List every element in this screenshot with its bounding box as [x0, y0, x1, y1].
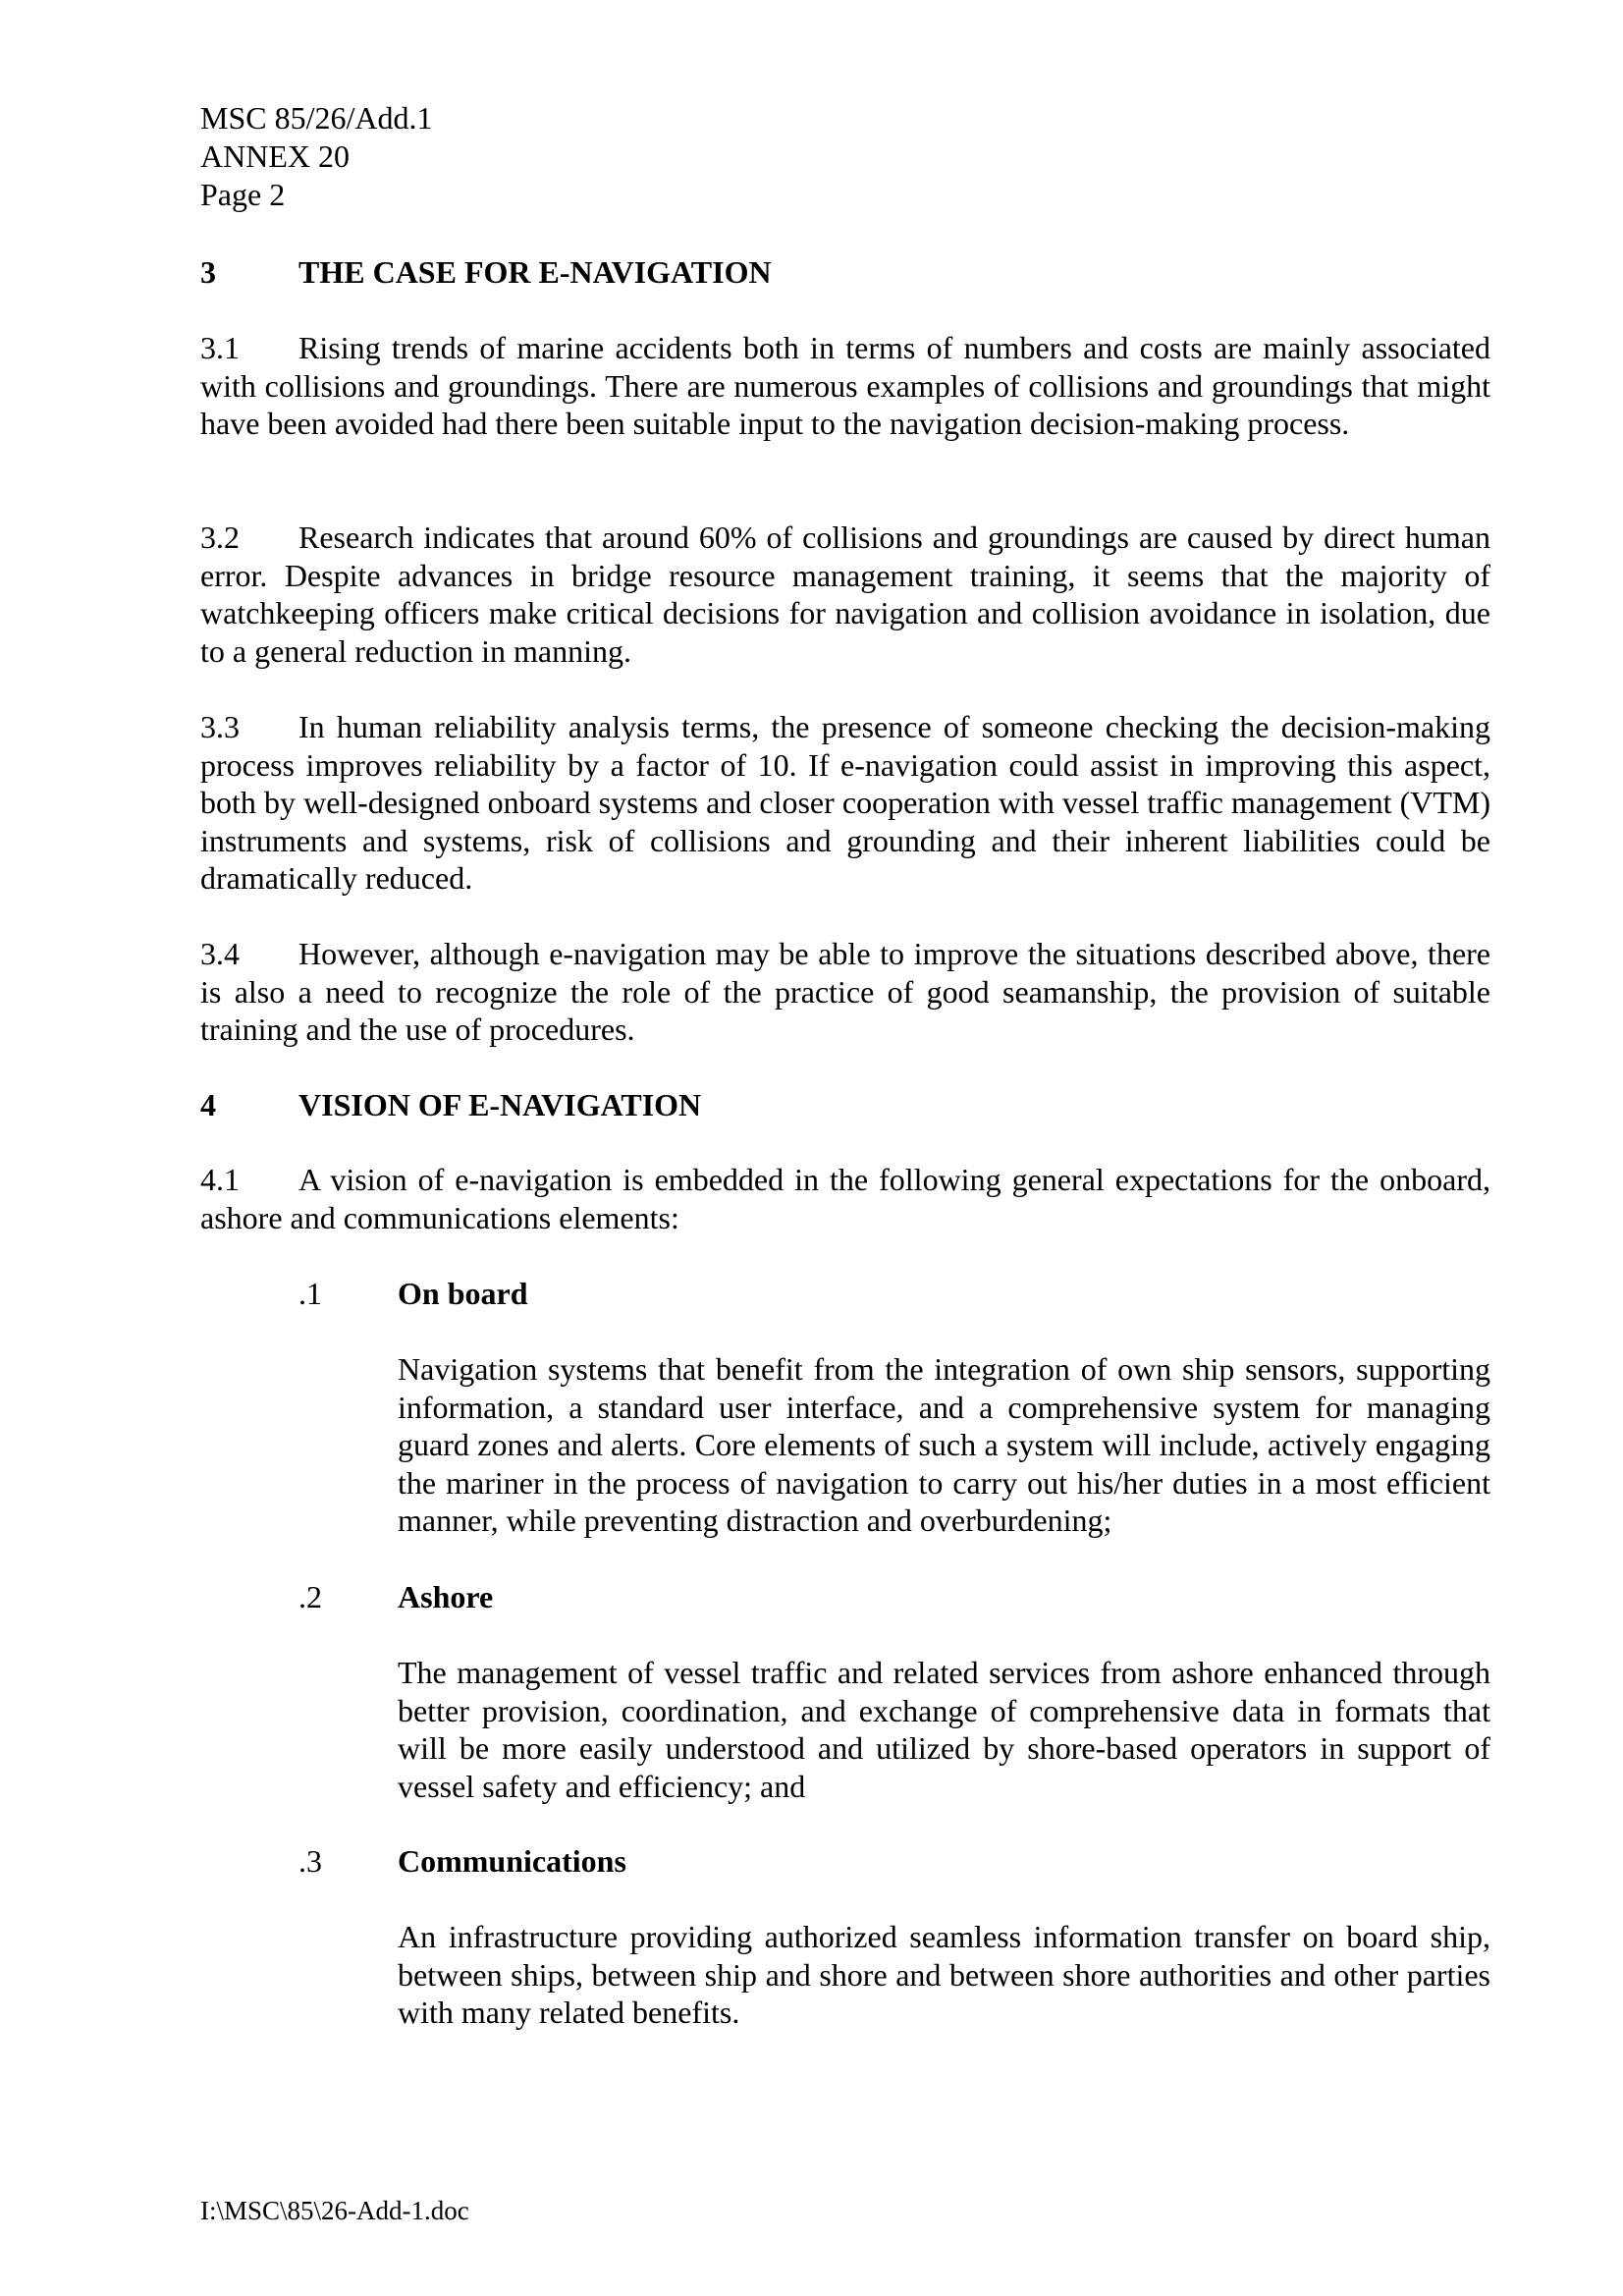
section-4-number: 4 — [200, 1087, 216, 1122]
paragraph-4-1-number: 4.1 — [200, 1162, 240, 1197]
paragraph-3-2-text: Research indicates that around 60% of collisions and groundings are caused by direct human error. Despite advances in bridge resource management training, it seems that the majority of watchkeeping officers make critical decisions for navigation and collision avoidance in isolation, due to a general reduction in manning. — [200, 519, 1490, 669]
paragraph-4-1 — [200, 1161, 1490, 1236]
item-on-board-number: .1 — [298, 1276, 322, 1311]
paragraph-3-4-text: However, although e-navigation may be able to improve the situations described above, there is also a need to recognize the role of the practice of good seamanship, the provision of suitable training and the use of procedures. — [200, 936, 1490, 1048]
paragraph-3-1-text: Rising trends of marine accidents both in terms of numbers and costs are mainly associated with collisions and groundings. There are numerous examples of collisions and groundings that might have been avoided had there been suitable input to the navigation decision-making process. — [200, 330, 1490, 442]
section-3-heading — [200, 253, 1490, 291]
paragraph-3-4-number: 3.4 — [200, 936, 240, 971]
item-on-board-text: Navigation systems that benefit from the integration of own ship sensors, supporting information, a standard user interface, and a comprehensive system for managing guard zones and alerts. Core elements of such a system will include, actively engaging the mariner in the process of navigation to carry out his/her duties in a most efficient manner, while preventing distraction and overburdening; — [398, 1351, 1490, 1539]
header-annex: ANNEX 20 — [200, 138, 350, 174]
document-header — [200, 99, 432, 214]
item-ashore-heading — [298, 1578, 1490, 1615]
item-communications-number: .3 — [298, 1843, 322, 1879]
header-document-code: MSC 85/26/Add.1 — [200, 100, 433, 136]
paragraph-3-1 — [200, 329, 1490, 443]
paragraph-3-1-number: 3.1 — [200, 330, 240, 365]
section-3-title: THE CASE FOR E-NAVIGATION — [298, 254, 772, 290]
item-ashore-title: Ashore — [398, 1579, 494, 1614]
item-communications-text: An infrastructure providing authorized seamless information transfer on board ship, between ships, between ship and shore and between shore authorities and other parties with many related benefits. — [398, 1919, 1490, 2031]
footer-file-path: I:\MSC\85\26-Add-1.doc — [200, 2196, 469, 2225]
item-ashore-number: .2 — [298, 1579, 322, 1614]
item-communications-heading — [298, 1842, 1490, 1880]
paragraph-3-3 — [200, 708, 1490, 898]
item-on-board-title: On board — [398, 1276, 528, 1311]
item-ashore-text: The management of vessel traffic and related services from ashore enhanced through better provision, coordination, and exchange of comprehensive data in formats that will be more easily understood and utilized by shore-based operators in support of vessel safety and efficiency; and — [398, 1655, 1490, 1804]
section-4-title: VISION OF E-NAVIGATION — [298, 1087, 702, 1122]
paragraph-3-3-number: 3.3 — [200, 709, 240, 744]
paragraph-3-3-text: In human reliability analysis terms, the presence of someone checking the decision-making process improves reliability by a factor of 10. If e-navigation could assist in improving this aspect, both by well-designed onboard systems and closer cooperation with vessel traffic management (VTM) instruments and systems, risk of collisions and grounding and their inherent liabilities could be dramatically reduced. — [200, 709, 1490, 897]
paragraph-3-2-number: 3.2 — [200, 519, 240, 555]
paragraph-3-2 — [200, 519, 1490, 670]
item-on-board-heading — [298, 1275, 1490, 1312]
header-page-number: Page 2 — [200, 177, 286, 212]
paragraph-4-1-text: A vision of e-navigation is embedded in the following general expectations for the onboard, ashore and communications elements: — [200, 1162, 1490, 1235]
section-3-number: 3 — [200, 254, 216, 290]
paragraph-3-4 — [200, 935, 1490, 1049]
section-4-heading — [200, 1086, 1490, 1123]
item-communications-title: Communications — [398, 1843, 626, 1879]
